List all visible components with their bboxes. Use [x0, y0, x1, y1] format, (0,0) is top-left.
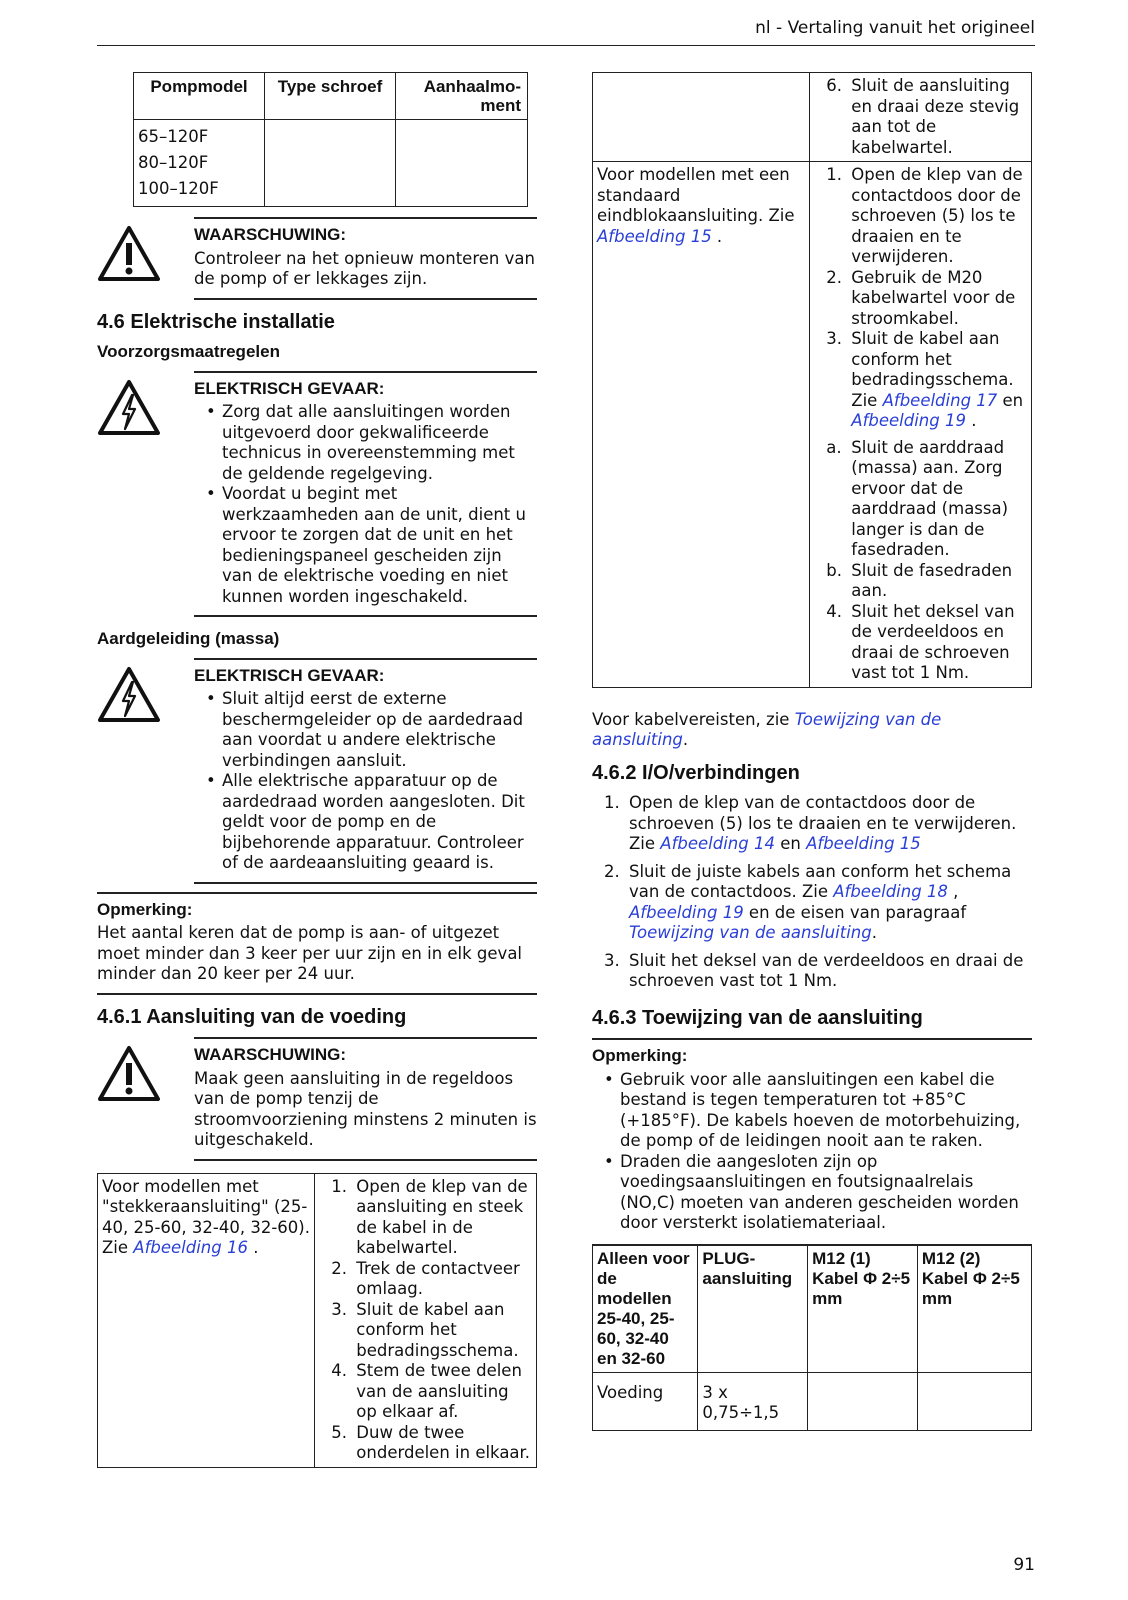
figure-link[interactable]: Afbeelding 19 [851, 411, 966, 430]
danger-title: ELEKTRISCH GEVAAR: [194, 665, 385, 685]
step-number: 1. [331, 1176, 348, 1196]
step-text: Sluit het deksel van de verdeeldoos en draai de schroeven vast tot 1 Nm. [629, 950, 1024, 990]
step-number: 2. [604, 861, 620, 881]
conn-header: PLUG-aansluiting [698, 1245, 808, 1373]
warning-title: WAARSCHUWING: [194, 225, 347, 244]
section-link[interactable]: Toewijzing van de aansluiting [592, 709, 942, 749]
step-text: Duw de twee onderdelen in elkaar. [356, 1422, 531, 1462]
conn-cell [808, 1372, 918, 1430]
electrical-hazard-icon [97, 379, 161, 437]
step-text: Open de klep van de contactdoos door de schroeven (5) los te draaien en te verwijderen. Zie [629, 793, 1017, 853]
page-number: 91 [1013, 1555, 1035, 1575]
torque-models-cell [134, 120, 265, 207]
electrical-danger-box [194, 371, 537, 618]
terminal-connection-table [592, 72, 1032, 688]
warning-icon [97, 1045, 161, 1103]
step-number: 6. [826, 76, 843, 95]
step-number: 4. [826, 601, 843, 621]
step-number: 3. [604, 950, 620, 970]
note-item: • Draden die aangesloten zijn op voedingsaansluitingen en foutsignaalrelais (NO,C) moeten van anderen gescheiden worden door versterkt isolatiemateriaal. [592, 1152, 1032, 1234]
step-text: Sluit de kabel aan conform het bedradingsschema. [356, 1299, 519, 1360]
figure-link[interactable]: Afbeelding 16 [133, 1238, 248, 1257]
terminal-steps-cell [810, 162, 1032, 688]
torque-model: 65–120F [138, 127, 209, 146]
conn-header: M12 (1) Kabel Φ 2÷5 mm [808, 1245, 918, 1373]
torque-value-cell [396, 120, 528, 207]
step-number: 3. [331, 1299, 348, 1319]
plug-connection-table [97, 1173, 537, 1468]
step-text: Sluit de juiste kabels aan conform het schema van de contactdoos. Zie [629, 861, 1012, 901]
note-item: • Gebruik voor alle aansluitingen een kabel die bestand is tegen temperaturen tot +85°C (+185°F). De kabels hoeven de motorbehuizing, de pomp of de leidingen nooit aan te raken. [592, 1070, 1032, 1152]
danger-item: • Sluit altijd eerst de externe beschermgeleider op de aardedraad aan voordat u andere elektrische verbindingen aansluit. [194, 689, 537, 771]
section-link[interactable]: Toewijzing van de aansluiting [629, 923, 872, 942]
step-cell [810, 73, 1032, 162]
step-item [814, 329, 1027, 432]
step-item [592, 793, 1032, 855]
step-text: Gebruik de M20 kabelwartel voor de stroomkabel. [851, 267, 1016, 328]
step-text: Open de klep van de aansluiting en steek de kabel in de kabelwartel. [356, 1176, 528, 1257]
cable-req-tail: . [682, 730, 689, 749]
section-title-4-6-3: 4.6.3 Toewijzing van de aansluiting [592, 1006, 923, 1029]
step-number: 2. [826, 267, 843, 287]
right-column [592, 72, 1032, 1431]
io-steps [592, 793, 1032, 992]
step-item [814, 76, 1027, 158]
terminal-models-cell [593, 162, 810, 688]
step-text: Open de klep van de contactdoos door de schroeven (5) los te draaien en te verwijderen. [851, 165, 1023, 266]
step-item [319, 1177, 532, 1259]
step-item [319, 1361, 532, 1423]
step-text: en [774, 834, 807, 853]
step-text: , [947, 882, 959, 901]
plug-models-cell [98, 1173, 315, 1467]
step-number: 1. [826, 165, 843, 184]
step-number: 1. [604, 793, 620, 812]
conn-cell [917, 1372, 1031, 1430]
page-header: nl - Vertaling vanuit het origineel [97, 18, 1035, 46]
danger-item: • Alle elektrische apparatuur op de aardedraad worden aangesloten. Dit geldt voor de pomp en de bijbehorende apparatuur. Controleer of de aardeaansluiting geaard is. [194, 771, 537, 874]
step-text: . [871, 923, 877, 942]
step-number: 5. [331, 1422, 348, 1442]
torque-header-screw: Type schroef [265, 73, 396, 120]
connection-assignment-table [592, 1244, 1032, 1431]
torque-model: 100–120F [138, 179, 219, 198]
cable-req-text: Voor kabelvereisten, zie [592, 709, 795, 729]
warning-text: Maak geen aansluiting in de regeldoos van de pomp tenzij de stroomvoorziening minstens 2 minuten is uitgeschakeld. [194, 1068, 537, 1149]
figure-link[interactable]: Afbeelding 14 [660, 834, 775, 853]
conn-cell: Voeding [593, 1372, 698, 1430]
plug-models-tail: . [247, 1238, 259, 1257]
step-item [814, 268, 1027, 330]
step-number: b. [826, 560, 843, 580]
warning-box [194, 1037, 537, 1161]
step-number: 3. [826, 329, 843, 348]
step-text: en [997, 390, 1024, 410]
step-number: 2. [331, 1258, 348, 1278]
step-item [592, 862, 1032, 944]
torque-model: 80–120F [138, 153, 209, 172]
subsection-precautions: Voorzorgsmaatregelen [97, 342, 280, 361]
terminal-models-text: Voor modellen met een standaard eindblokaansluiting. Zie [597, 165, 795, 225]
electrical-hazard-icon [97, 666, 161, 724]
step-text: Sluit de aansluiting en draai deze stevig aan tot de kabelwartel. [851, 76, 1020, 157]
step-item [814, 438, 1027, 561]
figure-link[interactable]: Afbeelding 18 [833, 882, 948, 901]
subsection-earth: Aardgeleiding (massa) [97, 629, 280, 648]
torque-table [133, 72, 528, 207]
step-item [319, 1423, 532, 1464]
terminal-models-tail: . [711, 226, 723, 246]
note-title: Opmerking: [97, 899, 193, 919]
danger-item: • Zorg dat alle aansluitingen worden uitgevoerd door gekwalificeerde technicus in overeenstemming met de geldende regelgeving. [194, 402, 537, 484]
plug-models-text: Voor modellen met "stekkeraansluiting" (25-40, 25-60, 32-40, 32-60). Zie [102, 1176, 310, 1257]
step-item [319, 1300, 532, 1362]
figure-link[interactable]: Afbeelding 17 [882, 390, 998, 410]
step-text: Trek de contactveer omlaag. [356, 1258, 520, 1298]
warning-title: WAARSCHUWING: [194, 1045, 347, 1064]
conn-header: M12 (2) Kabel Φ 2÷5 mm [917, 1245, 1031, 1373]
figure-link[interactable]: Afbeelding 15 [597, 226, 712, 246]
step-text: en de eisen van paragraaf [743, 902, 967, 922]
figure-link[interactable]: Afbeelding 19 [629, 902, 744, 922]
danger-item: • Voordat u begint met werkzaamheden aan de unit, dient u ervoor te zorgen dat de unit en het bedieningspaneel gescheiden zijn van de elektrische voeding en niet kunnen worden ingeschakeld. [194, 484, 537, 607]
torque-screw-cell [265, 120, 396, 207]
step-number: a. [826, 437, 842, 457]
step-number: 4. [331, 1361, 348, 1380]
cable-requirements [592, 710, 1032, 751]
conn-cell: 3 x 0,75÷1,5 [698, 1372, 808, 1430]
step-item [814, 602, 1027, 684]
step-text: Sluit het deksel van de verdeeldoos en draai de schroeven vast tot 1 Nm. [851, 601, 1015, 682]
step-item [814, 561, 1027, 602]
step-item [592, 951, 1032, 992]
empty-cell [593, 73, 810, 162]
electrical-danger-box [194, 658, 537, 884]
note-box [592, 1038, 1032, 1234]
conn-header: Alleen voor de modellen 25-40, 25-60, 32-40 en 32-60 [593, 1245, 698, 1373]
section-title-4-6: 4.6 Elektrische installatie [97, 310, 335, 333]
step-text: Sluit de aarddraad (massa) aan. Zorg ervoor dat de aarddraad (massa) langer is dan de fasedraden. [851, 437, 1009, 559]
plug-steps-cell [315, 1173, 537, 1467]
warning-icon [97, 225, 161, 283]
section-title-4-6-2: 4.6.2 I/O/verbindingen [592, 761, 800, 784]
step-text: Sluit de fasedraden aan. [851, 560, 1013, 600]
torque-header-torque: Aanhaalmo- ment [396, 73, 528, 120]
warning-text: Controleer na het opnieuw monteren van de pomp of er lekkages zijn. [194, 248, 535, 288]
note-text: Het aantal keren dat de pomp is aan- of uitgezet moet minder dan 3 keer per uur zijn en in elk geval minder dan 20 keer per 24 uur. [97, 923, 523, 983]
section-title-4-6-1: 4.6.1 Aansluiting van de voeding [97, 1005, 407, 1028]
figure-link[interactable]: Afbeelding 15 [806, 834, 921, 853]
note-title: Opmerking: [592, 1046, 688, 1065]
step-item [814, 165, 1027, 268]
step-text: . [965, 411, 977, 430]
warning-box [194, 217, 537, 300]
step-item [319, 1259, 532, 1300]
danger-title: ELEKTRISCH GEVAAR: [194, 378, 385, 398]
torque-header-model: Pompmodel [134, 73, 265, 120]
step-text: Stem de twee delen van de aansluiting op elkaar af. [356, 1361, 522, 1421]
left-column [97, 72, 537, 1468]
note-box [97, 892, 537, 995]
step-text: Sluit de kabel aan conform het bedradingsschema. Zie [851, 329, 1014, 410]
